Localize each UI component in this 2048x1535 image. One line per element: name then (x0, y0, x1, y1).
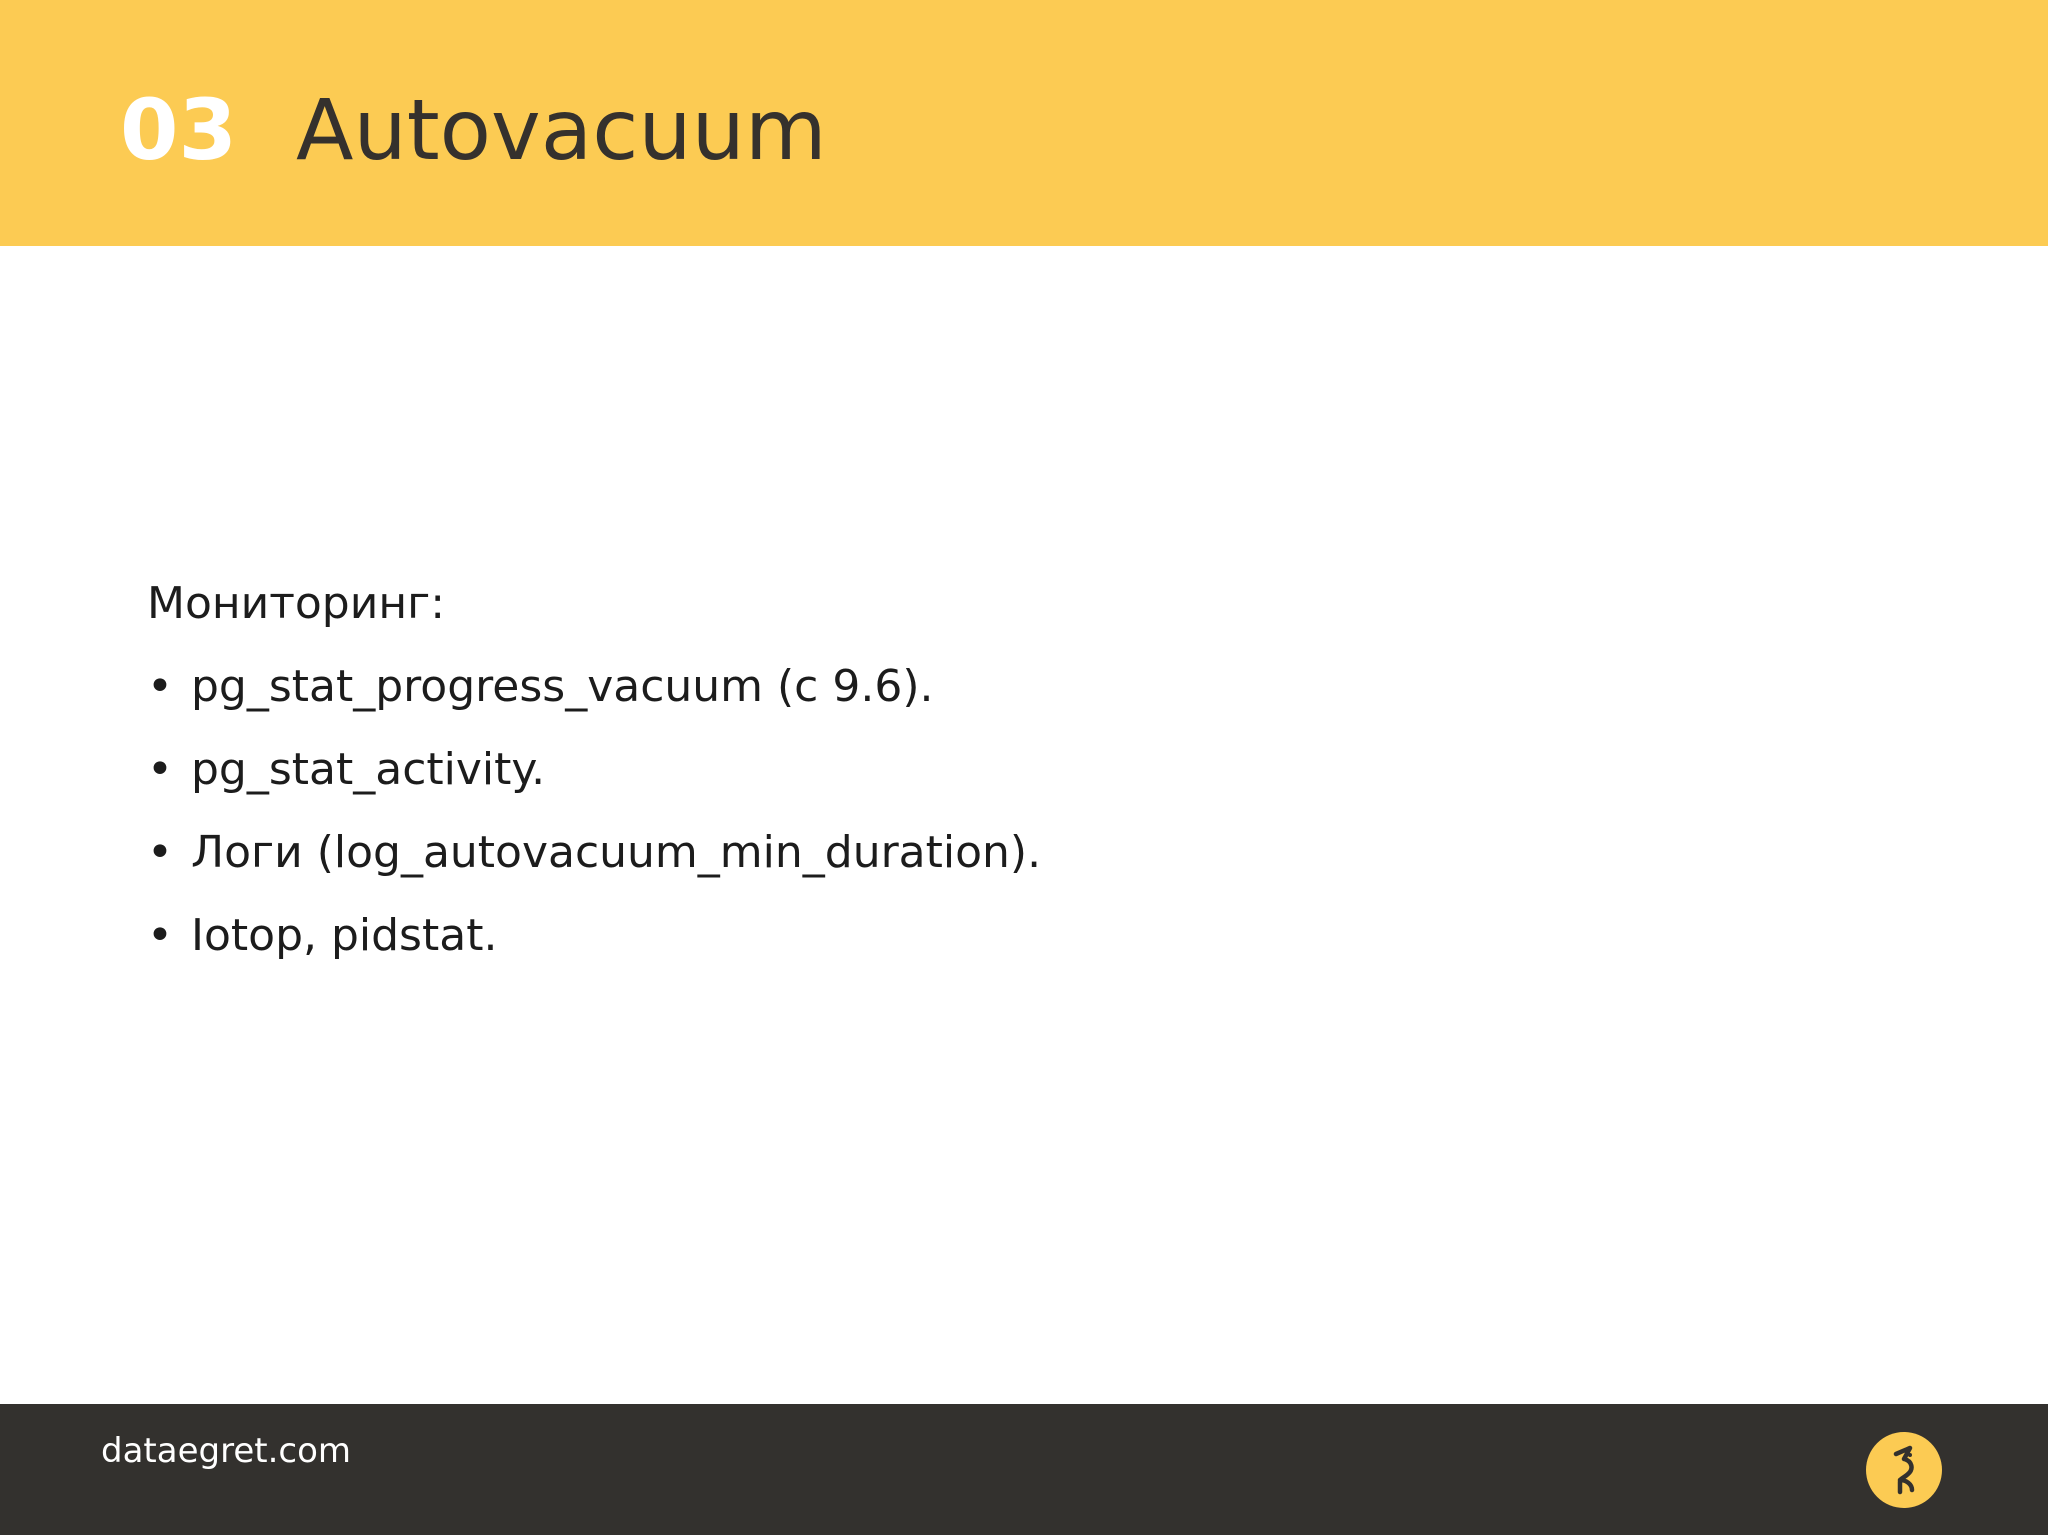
slide-footer (0, 1404, 2048, 1535)
list-item (147, 904, 1847, 968)
slide-title: Autovacuum (296, 81, 827, 179)
list-item (147, 821, 1847, 885)
bullet-text: pg_stat_progress_vacuum (с 9.6). (191, 661, 934, 712)
bullet-text: Iotop, pidstat. (191, 910, 498, 961)
bullet-list (147, 655, 1847, 968)
section-number: 03 (120, 81, 237, 179)
slide-header (0, 0, 2048, 246)
slide-content (147, 572, 1847, 987)
bullet-marker: • (147, 661, 173, 712)
list-item (147, 655, 1847, 719)
bullet-text: pg_stat_activity. (191, 744, 546, 795)
bullet-marker: • (147, 827, 173, 878)
egret-logo-icon (1866, 1432, 1942, 1508)
footer-website: dataegret.com (101, 1431, 351, 1471)
bullet-marker: • (147, 910, 173, 961)
egret-logo-icon (1866, 1432, 1942, 1508)
bullet-marker: • (147, 744, 173, 795)
intro-text: Мониторинг: (147, 578, 446, 629)
bullet-text: Логи (log_autovacuum_min_duration). (191, 827, 1042, 878)
list-item (147, 738, 1847, 802)
